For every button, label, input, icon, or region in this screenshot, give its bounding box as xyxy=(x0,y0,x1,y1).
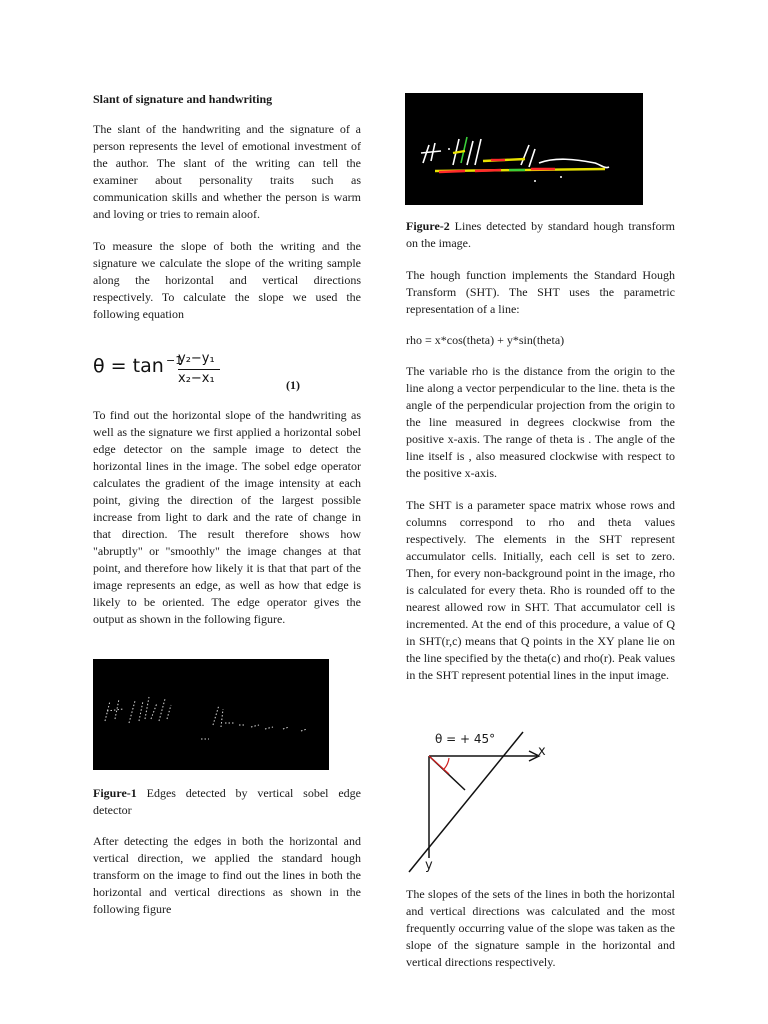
figure-1-caption xyxy=(93,785,361,819)
figure-2-label: Figure-2 xyxy=(406,219,450,233)
left-paragraph-3: To find out the horizontal slope of the handwriting as well as the signature we first applied a horizontal sobel edge detector on the sample image to detect the horizontal lines in the image. The sobel edge operator calculates the gradient of the image intensity at each point, giving the direction of the largest possible increase from light to dark and the rate of change in that direction. The result therefore shows how "abruptly" or "smoothly" the image changes at that point, and therefore how likely it is that that part of the image represents an edge, as well as how that edge is likely to be oriented. The edge operator gives the output as shown in the following figure. xyxy=(93,408,361,626)
left-column-lower xyxy=(93,407,361,628)
angle-diagram xyxy=(405,728,565,878)
hough-lines-image xyxy=(405,93,643,205)
left-paragraph-1: The slant of the handwriting and the signature of a person represents the level of emotional investment of the author. The slant of the writing can tell the examiner about personality traits such as communication skills and whether the person is warm and loving or tries to remain aloof. xyxy=(93,122,361,221)
figure-2-caption-text: Lines detected by standard hough transform on the image. xyxy=(406,219,676,250)
equation-lhs: θ = tan xyxy=(93,355,164,377)
equation-superscript: −1 xyxy=(166,354,183,367)
right-paragraph-3: The SHT is a parameter space matrix whose rows and columns correspond to rho and theta values respectively. The elements in the SHT represent accumulator cells. Initially, each cell is set to zero. Then, for every non-background point in the image, rho is calculated for every theta. Rho is rounded off to the nearest allowed row in SHT. That accumulator cell is incremented. At the end of this procedure, a value of Q in SHT(r,c) means that Q points in the XY plane lie on the line specified by the theta(c) and rho(r). Peak values in the SHT represent potential lines in the input image. xyxy=(406,498,675,682)
figure-2-image xyxy=(405,93,643,205)
section-title: Slant of signature and handwriting xyxy=(93,92,273,106)
equation-number: (1) xyxy=(286,378,300,392)
left-column-bottom xyxy=(93,833,361,918)
equation-numerator: y₂−y₁ xyxy=(178,351,215,366)
sobel-edge-image xyxy=(93,659,329,770)
left-paragraph-2: To measure the slope of both the writing and the signature we calculate the slope of the writing sample along the horizontal and vertical directions respectively. To calculate the slope we used the following equation xyxy=(93,239,361,321)
left-column xyxy=(93,92,361,323)
equation-denominator: x₂−x₁ xyxy=(178,371,215,386)
left-paragraph-4: After detecting the edges in both the horizontal and vertical direction, we applied the standard hough transform on the image to find out the lines in both the horizontal and vertical directions as shown in the following figure xyxy=(93,834,361,916)
y-axis-label: y xyxy=(425,858,433,873)
right-paragraph-1: The hough function implements the Standard Hough Transform (SHT). The SHT uses the parametric representation of a line: xyxy=(406,268,675,316)
equation-1 xyxy=(93,350,361,395)
x-axis-label: x xyxy=(538,744,546,759)
figure-1-caption-text: Edges detected by vertical sobel edge detector xyxy=(93,786,361,817)
right-column xyxy=(406,218,675,684)
sht-formula: rho = x*cos(theta) + y*sin(theta) xyxy=(406,333,565,347)
right-paragraph-4: The slopes of the sets of the lines in both the horizontal and vertical directions was calculated and the most frequently occurring value of the slope was taken as the slope of the signature sample in the horizontal and vertical directions respectively. xyxy=(406,887,675,969)
figure-1-label: Figure-1 xyxy=(93,786,137,800)
right-paragraph-2: The variable rho is the distance from the origin to the line along a vector perpendicular to the line. theta is the angle of the perpendicular projection from the origin to the line measured in degrees clockwise from the positive x-axis. The range of theta is . The angle of the line itself is , also measured clockwise with respect to the positive x-axis. xyxy=(406,364,675,480)
theta-label: θ = + 45° xyxy=(435,732,496,746)
figure-1-image xyxy=(93,659,329,770)
fraction-bar xyxy=(178,369,220,370)
right-column-bottom xyxy=(406,886,675,971)
